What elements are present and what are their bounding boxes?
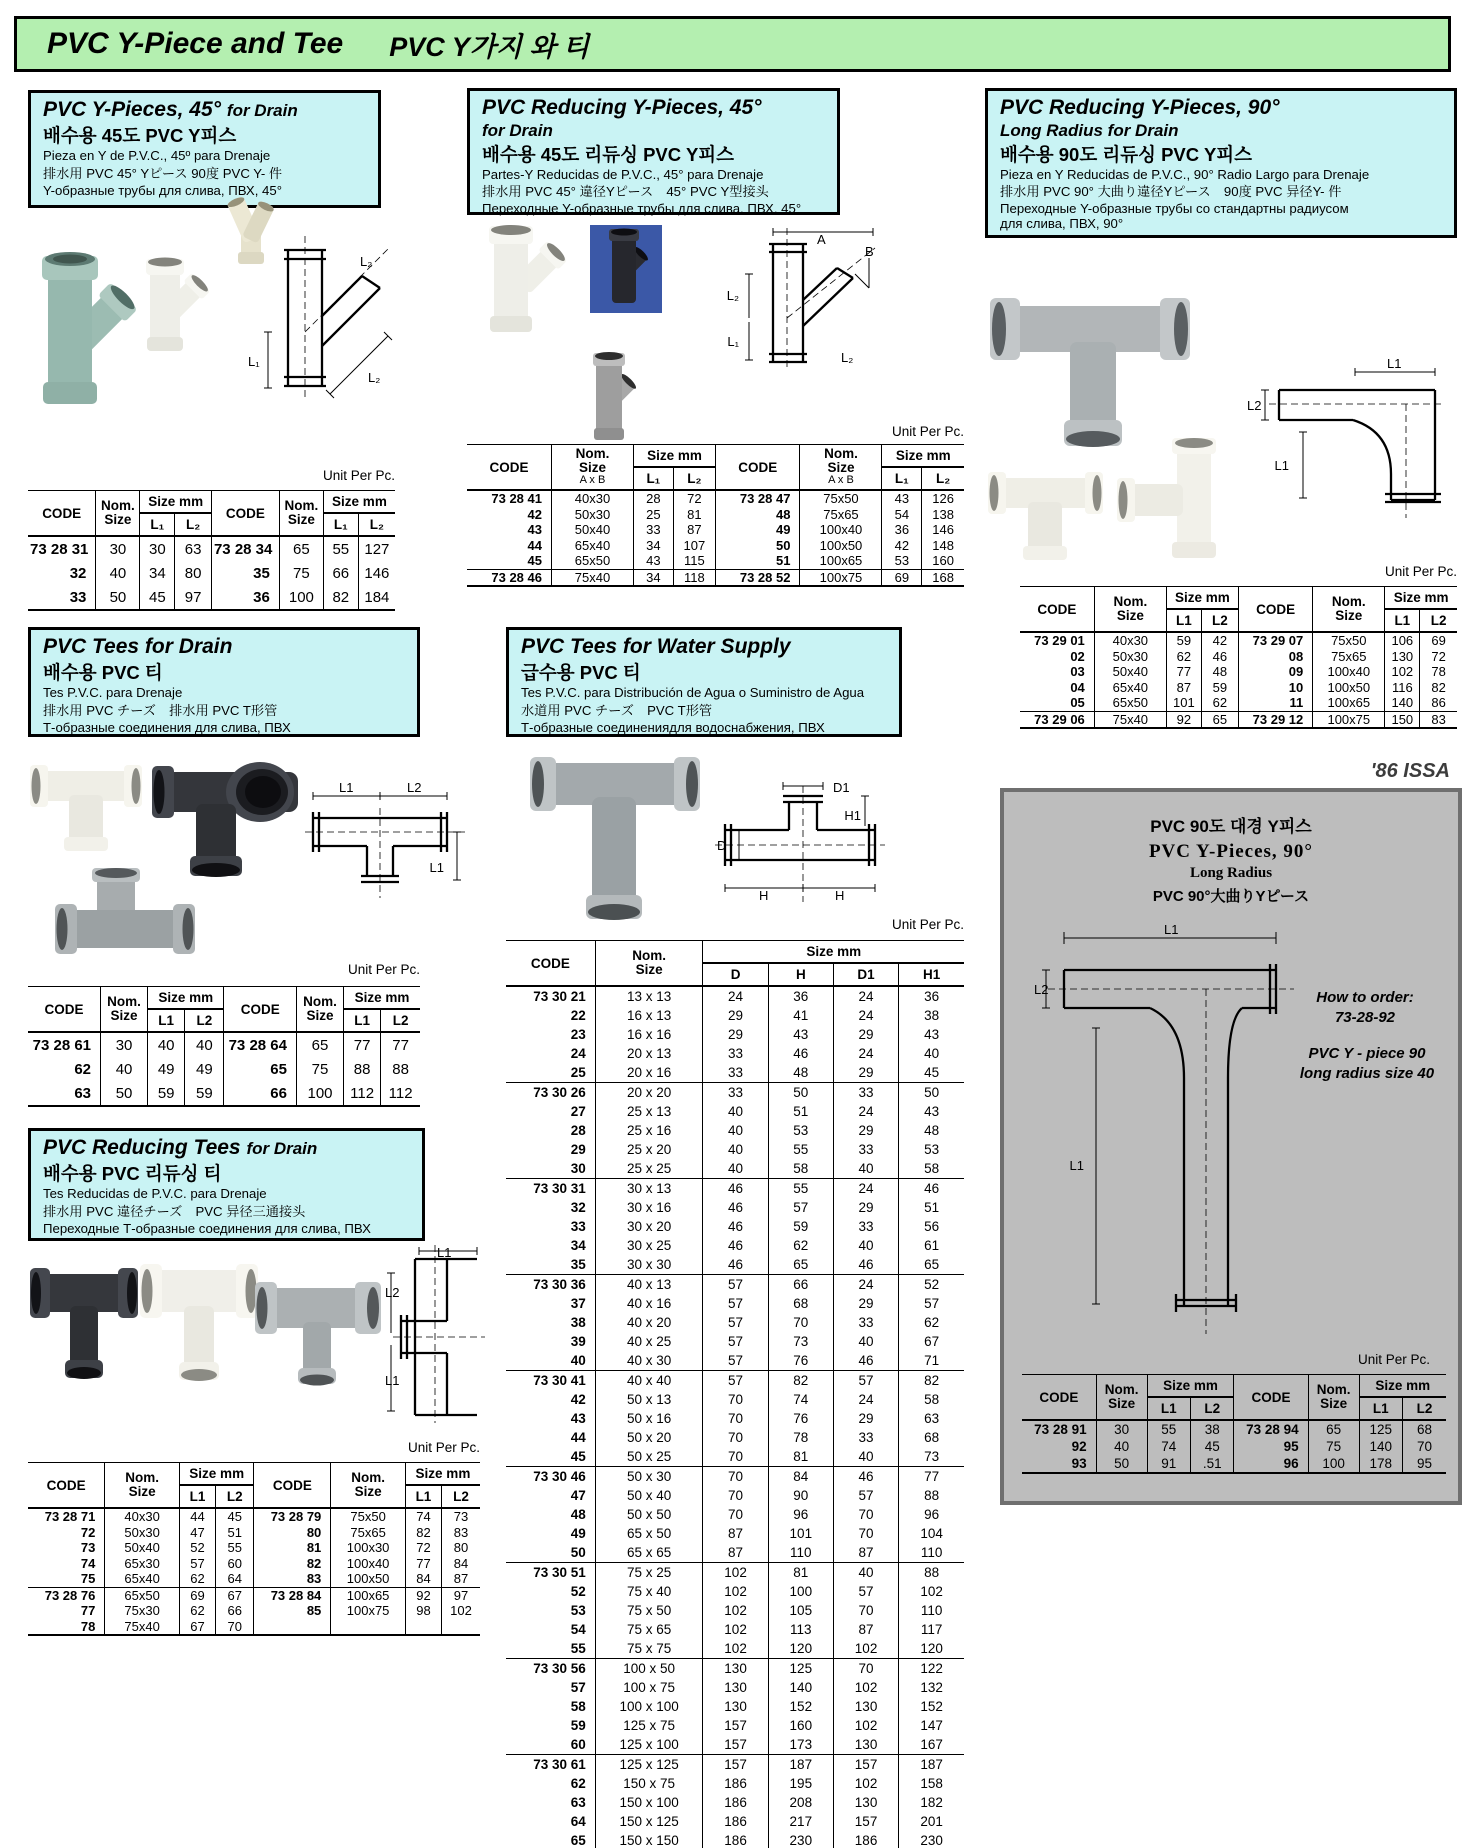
issa-gray-box (1000, 788, 1462, 1505)
section-header-ry45 (467, 88, 840, 215)
unit-per-pc-label: Unit Per Pc. (1357, 1352, 1430, 1367)
photo-reducing-y-white (470, 222, 585, 337)
diagram-issa-y90 (1032, 908, 1304, 1340)
svg-text:L₂: L₂ (360, 254, 373, 269)
photo-tee-gray-drain (55, 868, 195, 986)
svg-text:H: H (835, 888, 845, 902)
section-line-ru: Переходные Y-образные трубы для слива, ПВХ, 45° (482, 201, 802, 217)
photo-reducing-tee-dark (30, 1252, 138, 1387)
section-header-y45 (28, 90, 381, 208)
section-title: PVC Tees for Drain (43, 635, 233, 658)
section-title-kr: 배수용 45도 리듀싱 PVC Y피스 (482, 143, 735, 165)
page-title-kr: PVC Y가지 와 티 (389, 31, 590, 62)
section-line-ru: Переходные Т-образные соединения для слива, ПВХ (43, 1220, 371, 1236)
section-title: PVC Reducing Tees for Drain (43, 1136, 318, 1159)
issa-title-en2: Long Radius (1189, 865, 1273, 881)
photo-tee-white-1 (988, 450, 1103, 562)
section-title: PVC Reducing Y-Pieces, 45° for Drain (482, 96, 762, 141)
section-header-tees-water (506, 627, 902, 737)
section-title-kr: 배수용 90도 리듀싱 PVC Y피스 (1000, 143, 1253, 165)
unit-per-pc-label: Unit Per Pc. (891, 424, 964, 439)
svg-text:L₁: L₁ (248, 354, 260, 369)
section-line-es: Tes Reducidas de P.V.C. para Drenaje (43, 1186, 267, 1202)
photo-tee-gray-large (990, 262, 1190, 452)
tees-water-table: CODE Nom. Size Size mm D H D1 H1 73 30 21 13 x 13 24 36 24 36 22 16 x 13 29 41 24 38 23 16 x 16 29 43 29 43 24 20 x 13 33 46 24 40 25 20 x 16 33 48 29 45 73 30 26 20 x 20 33 50 33 50 27 25 x 13 40 51 24 43 28 25 x 16 40 53 29 48 29 25 x 20 40 55 33 53 30 25 x 25 40 58 40 58 73 30 31 30 x 13 46 55 24 46 32 30 x 16 46 57 29 51 33 30 x 20 46 59 33 56 34 30 x 25 46 62 40 61 35 30 x 30 46 65 46 65 73 30 36 40 x 13 57 66 24 52 37 40 x 16 57 68 29 57 38 40 x 20 57 70 33 62 39 40 x 25 57 73 40 67 40 40 x 30 57 76 46 71 73 30 41 40 x 40 57 82 57 82 42 50 x 13 70 74 24 58 43 50 x 16 70 76 29 63 44 50 x 20 70 78 33 68 45 50 x 25 70 81 40 73 73 30 46 50 x 30 70 84 46 77 47 50 x 40 70 90 57 88 48 50 x 50 70 96 70 96 49 65 x 50 87 101 70 104 50 65 x 65 87 110 87 110 73 30 51 75 x 25 102 81 40 88 52 75 x 40 102 100 57 102 53 75 x 50 102 105 70 110 54 75 x 65 102 113 87 117 55 75 x 75 102 120 102 120 73 30 56 100 x 50 130 125 70 122 57 100 x 75 130 140 102 132 58 100 x 100 130 152 130 152 59 125 x 75 157 160 102 147 60 125 x 100 157 173 130 167 73 30 61 125 x 125 157 187 157 187 62 150 x 75 186 195 102 158 63 150 x 100 186 208 130 182 64 150 x 125 186 217 157 201 65 150 x 150 186 230 186 230 (506, 940, 964, 1848)
section-line-es: Pieza en Y Reducidas de P.V.C., 90° Radio Largo para Drenaje (1000, 166, 1370, 182)
unit-per-pc-label: Unit Per Pc. (407, 1440, 480, 1455)
svg-text:L1: L1 (1069, 1158, 1084, 1173)
issa-order-description: PVC Y - piece 90 long radius size 40 (1299, 1045, 1435, 1082)
svg-text:L₂: L₂ (841, 350, 854, 365)
svg-text:L₂: L₂ (368, 370, 381, 385)
svg-text:L1: L1 (1387, 356, 1402, 371)
unit-per-pc-label: Unit Per Pc. (891, 917, 964, 932)
svg-text:L1: L1 (1274, 458, 1289, 473)
photo-reducing-tee-white (140, 1246, 258, 1391)
section-line-es: Tes P.V.C. para Distribución de Agua o Suministro de Agua (521, 685, 865, 701)
diagram-tee-drain (305, 780, 465, 898)
section-header-tees-drain (28, 627, 420, 737)
photo-reducing-tee-gray (255, 1262, 381, 1392)
diagram-y45 (222, 228, 394, 406)
svg-text:L1: L1 (1164, 922, 1179, 937)
section-line-jp: 排水用 PVC チーズ 排水用 PVC T形管 (43, 702, 278, 718)
svg-text:L₂: L₂ (726, 288, 739, 303)
section-line-es: Partes-Y Reducidas de P.V.C., 45° para Drenaje (482, 166, 764, 182)
unit-per-pc-label: Unit Per Pc. (322, 468, 395, 483)
tees-drain-table: CODE Nom. Size Size mm CODE Nom. Size Size mm L1 L2 L1 L2 73 28 61 30 40 40 73 28 64 65 77 77 62 40 49 49 65 75 88 88 63 50 59 59 66 100 112 112 (28, 986, 420, 1107)
svg-text:L2: L2 (1034, 982, 1049, 997)
section-title-kr: 배수용 PVC 티 (43, 662, 163, 684)
diagram-ry90 (1245, 350, 1445, 522)
svg-text:B: B (865, 244, 874, 259)
svg-text:L1: L1 (429, 860, 444, 875)
photo-y-piece-white (138, 255, 210, 355)
section-header-reducing-tees (28, 1128, 425, 1241)
photo-tee-dark (152, 742, 302, 882)
issa-how-to-order: How to order: 73-28-92 (1316, 989, 1414, 1026)
diagram-tee-water (715, 780, 885, 902)
page-title-banner (14, 16, 1451, 72)
issa-edition-note: '86 ISSA (1370, 760, 1450, 782)
svg-text:L2: L2 (1247, 398, 1262, 413)
section-line-jp: 排水用 PVC 90° 大曲り違径Yピース 90度 PVC 异径Y- 件 (1000, 184, 1342, 200)
photo-tee-white-2 (1115, 436, 1233, 561)
photo-reducing-y-dark-blue-bg (590, 225, 662, 313)
svg-text:L1: L1 (385, 1373, 400, 1388)
section-title-kr: 급수용 PVC 티 (521, 662, 641, 684)
svg-text:A: A (817, 232, 826, 247)
reducing-tees-table: CODE Nom. Size Size mm CODE Nom. Size Size mm L1 L2 L1 L2 73 28 71 40x30 44 45 73 28 79 75x50 74 73 72 50x30 47 51 80 75x65 82 83 73 50x40 52 55 81 100x30 72 80 74 65x30 57 60 82 100x40 77 84 75 65x40 62 64 83 100x50 84 87 73 28 76 65x50 69 67 73 28 84 100x65 92 97 77 75x30 62 66 85 100x75 98 102 78 75x40 67 70 (28, 1462, 480, 1636)
issa-title-kr: PVC 90도 대경 Y피스 (1150, 817, 1312, 836)
photo-tee-white-drain (30, 745, 142, 857)
diagram-ry45 (695, 222, 880, 374)
section-line-jp: 排水用 PVC 違径チーズ PVC 异径三通接头 (43, 1203, 306, 1219)
section-title-kr: 배수용 45도 PVC Y피스 (43, 125, 237, 147)
reducing-y45-table: CODE Nom. Size A x B Size mm CODE Nom. Size A x B Size mm L₁ L₂ L₁ L₂ 73 28 41 40x30 28 72 73 28 47 75x50 43 126 42 50x30 25 81 48 75x65 54 138 43 50x40 33 87 49 100x40 36 146 44 65x40 34 107 50 100x50 42 148 45 65x50 43 115 51 100x65 53 160 73 28 46 75x40 34 118 73 28 52 100x75 69 168 (467, 444, 964, 587)
section-line-ru: Т-образные соединениядля водоснабжения, ПВХ (521, 719, 825, 735)
section-line-es: Pieza en Y de P.V.C., 45º para Drenaje (43, 148, 271, 164)
unit-per-pc-label: Unit Per Pc. (347, 962, 420, 977)
section-line-es: Tes P.V.C. para Drenaje (43, 685, 183, 701)
section-line-ru: Y-образные трубы для слива, ПВХ, 45° (43, 182, 282, 198)
photo-reducing-y-metal (578, 350, 644, 446)
svg-text:D1: D1 (833, 780, 850, 795)
photo-tee-gray-water (530, 745, 700, 925)
unit-per-pc-label: Unit Per Pc. (1384, 564, 1457, 579)
section-line-ru: Т-образные соединения для слива, ПВХ (43, 719, 291, 735)
section-line-jp: 排水用 PVC 45° 違径Yピース 45° PVC Y型接头 (482, 184, 769, 200)
svg-text:L₁: L₁ (727, 334, 739, 349)
photo-y-piece-teal (30, 248, 138, 410)
section-line-jp: 排水用 PVC 45° Yピース 90度 PVC Y- 件 (43, 165, 283, 181)
svg-text:L1: L1 (437, 1245, 452, 1260)
section-title-kr: 배수용 PVC 리듀싱 티 (43, 1163, 222, 1185)
section-title: PVC Y-Pieces, 45° for Drain (43, 98, 298, 121)
issa-title-jp: PVC 90°大曲りYピース (1152, 888, 1310, 905)
reducing-y90-table: CODE Nom. Size Size mm CODE Nom. Size Size mm L1 L2 L1 L2 73 29 01 40x30 59 42 73 29 07 75x50 106 69 02 50x30 62 46 08 75x65 130 72 03 50x40 77 48 09 100x40 102 78 04 65x40 87 59 10 100x50 116 82 05 65x50 101 62 11 100x65 140 86 73 29 06 75x40 92 65 73 29 12 100x75 150 83 (1020, 586, 1457, 729)
issa-y90-table: CODE Nom. Size Size mm CODE Nom. Size Size mm L1 L2 L1 L2 73 28 91 30 55 38 73 28 94 65 125 68 92 40 74 45 95 75 140 70 93 50 91 .51 96 100 178 95 (1022, 1374, 1446, 1474)
page-title-en: PVC Y-Piece and Tee (47, 27, 344, 60)
section-line-jp: 水道用 PVC チーズ PVC T形管 (521, 702, 713, 718)
section-title: PVC Reducing Y-Pieces, 90° Long Radius for Drain (1000, 96, 1280, 141)
section-title: PVC Tees for Water Supply (521, 635, 791, 658)
svg-text:H: H (759, 888, 769, 902)
svg-text:H1: H1 (844, 808, 861, 823)
issa-title-en: PVC Y-Pieces, 90° (1148, 841, 1314, 862)
diagram-reducing-tee (385, 1245, 485, 1423)
svg-text:L2: L2 (407, 780, 422, 795)
svg-text:D: D (717, 838, 727, 853)
svg-text:L2: L2 (385, 1285, 400, 1300)
section-header-ry90 (985, 88, 1457, 238)
svg-text:L1: L1 (339, 780, 354, 795)
y45-table: CODE Nom. Size Size mm CODE Nom. Size Size mm L₁ L₂ L₁ L₂ 73 28 31 30 30 63 73 28 34 65 55 127 32 40 34 80 35 75 66 146 33 50 45 97 36 100 82 184 (28, 490, 395, 611)
section-line-ru: Переходные Y-образные трубы со стандартны радиусом для слива, ПВХ, 90° (1000, 201, 1349, 232)
